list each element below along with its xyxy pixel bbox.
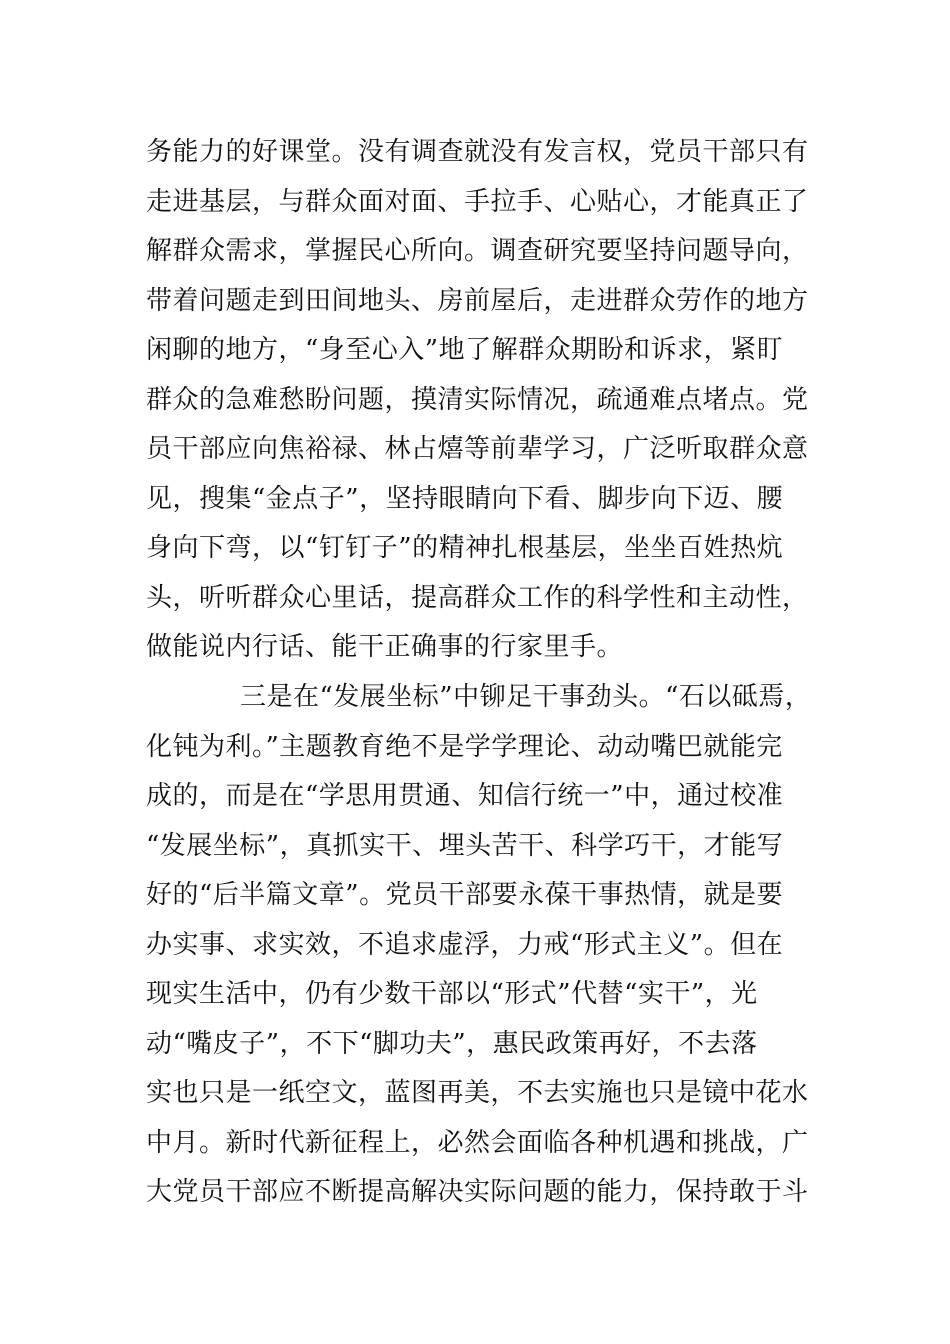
paragraph-2: [146, 673, 836, 1218]
text-line: 化钝为利。”主题教育绝不是学学理论、动动嘴巴就能完: [146, 731, 783, 762]
text-line: 带着问题走到田间地头、房前屋后，走进群众劳作的地方: [146, 285, 809, 316]
text-line: 成的，而是在“学思用贯通、知信行统一”中，通过校准: [146, 781, 784, 811]
text-line: 走进基层，与群众面对面、手拉手、心贴心，才能真正了: [146, 186, 809, 217]
text-line: 大党员干部应不断提高解决实际问题的能力，保持敢于斗: [146, 1177, 809, 1207]
text-line: 办实事、求实效，不追求虚浮，力戒“形式主义”。但在: [146, 929, 784, 960]
text-line: 务能力的好课堂。没有调查就没有发言权，党员干部只有: [146, 137, 809, 167]
text-line: 好的“后半篇文章”。党员干部要永葆干事热情，就是要: [146, 880, 784, 910]
text-line: 实也只是一纸空文，蓝图再美，不去实施也只是镜中花水: [146, 1078, 809, 1108]
text-line: 头，听听群众心里话，提高群众工作的科学性和主动性，: [146, 582, 809, 613]
text-line: 解群众需求，掌握民心所向。调查研究要坚持问题导向，: [146, 236, 809, 266]
text-line-indented: 三是在“发展坐标”中铆足干事劲头。“石以砥焉，: [240, 682, 812, 712]
text-line: 身向下弯，以“钉钉子”的精神扎根基层，坐坐百姓热炕: [146, 533, 784, 563]
text-line: 现实生活中，仍有少数干部以“形式”代替“实干”，光: [146, 979, 758, 1009]
text-line: 员干部应向焦裕禄、林占熺等前辈学习，广泛听取群众意: [146, 434, 809, 464]
paragraph-1: [146, 128, 836, 673]
text-line: 群众的急难愁盼问题，摸清实际情况，疏通难点堵点。党: [146, 384, 809, 415]
text-line: 中月。新时代新征程上，必然会面临各种机遇和挑战，广: [146, 1127, 809, 1158]
text-line: 闲聊的地方，“身至心入”地了解群众期盼和诉求，紧盯: [146, 335, 784, 365]
text-line: “发展坐标”，真抓实干、埋头苦干、科学巧干，才能写: [146, 830, 784, 861]
text-line: 动“嘴皮子”，不下“脚功夫”，惠民政策再好，不去落: [146, 1028, 758, 1059]
text-line: 做能说内行话、能干正确事的行家里手。: [146, 632, 624, 662]
text-line: 见，搜集“金点子”，坚持眼睛向下看、脚步向下迈、腰: [146, 483, 784, 514]
